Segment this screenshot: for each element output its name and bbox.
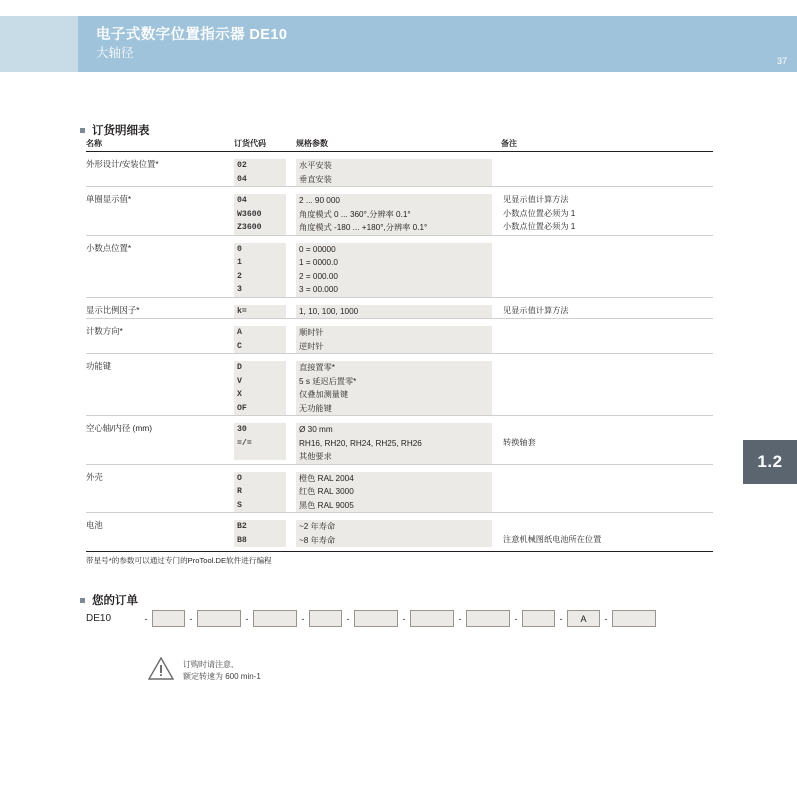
cell-spec (296, 256, 501, 270)
cell-note: 注意机械图纸电池所在位置 (503, 534, 602, 544)
order-code-value: 04 (234, 194, 286, 208)
cell-parameter-name (86, 221, 234, 235)
cell-parameter-name: 外壳 (86, 471, 103, 482)
spec-value: 角度模式 0 ... 360°,分辨率 0.1° (296, 208, 492, 222)
cell-note (501, 256, 713, 270)
table-row (86, 256, 713, 270)
page-title: 电子式数字位置指示器 DE10 (96, 27, 288, 44)
cell-spec (296, 298, 501, 319)
table-row (86, 152, 713, 173)
table-row (86, 208, 713, 222)
order-separator: - (559, 613, 563, 624)
table-row (86, 298, 713, 319)
cell-spec (296, 152, 501, 173)
section-title-your-order-label: 您的订单 (92, 595, 138, 607)
order-code-value: 0 (234, 243, 286, 257)
table-row (86, 340, 713, 354)
cell-spec (296, 319, 501, 340)
order-code-value: S (234, 499, 286, 513)
cell-note (501, 450, 713, 464)
spec-value: 水平安装 (296, 159, 492, 173)
column-header-spec: 规格参数 (296, 138, 501, 152)
cell-spec (296, 437, 501, 451)
cell-order-code (234, 256, 296, 270)
table-row (86, 221, 713, 235)
cell-parameter-name: 电池 (86, 520, 103, 530)
spec-value: RH16, RH20, RH24, RH25, RH26 (296, 437, 492, 451)
cell-parameter-name (86, 283, 234, 297)
order-code-box[interactable] (197, 610, 241, 627)
order-code-box[interactable] (152, 610, 185, 627)
cell-spec (296, 375, 501, 389)
cell-parameter-name: 单圈显示值* (86, 194, 132, 204)
cell-order-code (234, 340, 296, 354)
table-row (86, 354, 713, 375)
warning-line-2: 额定转速为 600 min-1 (183, 672, 261, 681)
cell-note (501, 270, 713, 284)
order-code-value: B2 (234, 520, 286, 534)
cell-parameter-name (86, 173, 234, 187)
cell-parameter-name (86, 340, 234, 354)
cell-order-code (234, 402, 296, 416)
order-code-value: W3600 (234, 208, 286, 222)
spec-value: 2 ... 90 000 (296, 194, 492, 208)
table-header-row (86, 138, 713, 152)
cell-parameter-name (86, 485, 234, 499)
spec-value: 顺时针 (296, 326, 492, 340)
cell-note (501, 354, 713, 375)
cell-parameter-name: 小数点位置* (86, 242, 132, 253)
cell-spec (296, 450, 501, 464)
cell-spec (296, 402, 501, 416)
warning-note (148, 657, 261, 683)
cell-parameter-name (86, 270, 234, 284)
order-code-builder (86, 610, 656, 627)
table-row (86, 375, 713, 389)
cell-spec (296, 354, 501, 375)
cell-note: 见显示值计算方法 (503, 305, 569, 315)
cell-parameter-name (86, 450, 234, 464)
spec-value: 直接置零* (296, 361, 492, 375)
cell-spec (296, 499, 501, 513)
cell-note (501, 465, 713, 486)
order-code-box[interactable] (354, 610, 398, 627)
cell-order-code (234, 208, 296, 222)
order-separator: - (402, 613, 406, 624)
cell-parameter-name (86, 208, 234, 222)
order-code-value: C (234, 340, 286, 354)
table-row (86, 283, 713, 297)
table-row (86, 236, 713, 257)
cell-note: 转换轴套 (503, 437, 536, 447)
order-separator: - (301, 613, 305, 624)
table-row (86, 388, 713, 402)
cell-order-code (234, 319, 296, 340)
spec-value: 垂直安装 (296, 173, 492, 187)
table-row (86, 485, 713, 499)
cell-order-code (234, 152, 296, 173)
table-row (86, 416, 713, 437)
cell-order-code (234, 236, 296, 257)
table-row (86, 319, 713, 340)
order-code-value: 30 (234, 423, 286, 437)
cell-order-code (234, 354, 296, 375)
cell-spec (296, 513, 501, 534)
spec-value: 其他要求 (296, 450, 492, 464)
cell-parameter-name (86, 375, 234, 389)
warning-text (183, 657, 261, 683)
cell-order-code (234, 270, 296, 284)
cell-spec (296, 236, 501, 257)
cell-order-code (234, 173, 296, 187)
cell-order-code (234, 485, 296, 499)
page-subtitle: 大轴径 (96, 46, 134, 61)
cell-spec (296, 534, 501, 548)
table-row (86, 513, 713, 534)
spec-value: 2 = 000.00 (296, 270, 492, 284)
cell-spec (296, 340, 501, 354)
cell-parameter-name: 外形设计/安装位置* (86, 159, 159, 169)
cell-spec (296, 465, 501, 486)
cell-note (501, 388, 713, 402)
order-code-value: O (234, 472, 286, 486)
spec-value: 逆时针 (296, 340, 492, 354)
bullet-icon (80, 598, 85, 603)
cell-order-code (234, 416, 296, 437)
cell-spec (296, 388, 501, 402)
order-code-value: Z3600 (234, 221, 286, 235)
cell-note (501, 375, 713, 389)
order-code-box[interactable] (522, 610, 555, 627)
table-row (86, 450, 713, 464)
order-code-value: 02 (234, 159, 286, 173)
cell-note (501, 402, 713, 416)
table-row (86, 402, 713, 416)
order-code-value: V (234, 375, 286, 389)
cell-order-code (234, 437, 296, 451)
cell-parameter-name: 空心轴/内径 (mm) (86, 423, 153, 433)
order-code-value: R (234, 485, 286, 499)
spec-value: 仅叠加测量键 (296, 388, 492, 402)
header-left-band (0, 16, 78, 72)
order-separator: - (245, 613, 249, 624)
order-code-value: 1 (234, 256, 286, 270)
cell-note (501, 236, 713, 257)
cell-spec (296, 208, 501, 222)
order-details-table (86, 138, 713, 547)
cell-note (501, 485, 713, 499)
order-code-box[interactable] (253, 610, 297, 627)
footnote-rule (86, 551, 713, 552)
order-code-prefix: DE10 (86, 613, 112, 624)
spec-value: 1, 10, 100, 1000 (296, 305, 492, 319)
cell-spec (296, 416, 501, 437)
spec-value: 5 s 延迟后置零* (296, 375, 492, 389)
bullet-icon (80, 128, 85, 133)
order-code-value: k= (234, 305, 286, 319)
cell-order-code (234, 283, 296, 297)
order-separator: - (604, 613, 608, 624)
cell-order-code (234, 388, 296, 402)
table-row (86, 499, 713, 513)
warning-line-1: 订购时请注意, (183, 660, 234, 669)
cell-note (501, 173, 713, 187)
cell-order-code (234, 534, 296, 548)
spec-value: 橙色 RAL 2004 (296, 472, 492, 486)
cell-note (501, 319, 713, 340)
cell-spec (296, 485, 501, 499)
order-separator: - (458, 613, 462, 624)
page-number: 37 (776, 56, 787, 66)
cell-spec (296, 173, 501, 187)
page-header (0, 16, 797, 72)
table-footnote: 带星号*的参数可以通过专门的ProTool.DE软件进行编程 (86, 556, 272, 565)
cell-note (501, 499, 713, 513)
section-title-your-order (80, 592, 138, 608)
warning-triangle-icon (148, 657, 174, 680)
spec-value: ~8 年寿命 (296, 534, 492, 548)
spec-value: 红色 RAL 3000 (296, 485, 492, 499)
cell-parameter-name (86, 388, 234, 402)
spec-value: 无功能键 (296, 402, 492, 416)
cell-order-code (234, 221, 296, 235)
cell-spec (296, 187, 501, 208)
cell-order-code (234, 499, 296, 513)
cell-parameter-name (86, 402, 234, 416)
table-row (86, 465, 713, 486)
column-header-name: 名称 (86, 138, 234, 152)
order-code-value: =/= (234, 437, 286, 451)
order-code-value: OF (234, 402, 286, 416)
order-separator: - (144, 613, 148, 624)
order-code-box[interactable] (612, 610, 656, 627)
order-code-box[interactable] (466, 610, 510, 627)
cell-parameter-name (86, 437, 234, 451)
spec-value: 1 = 0000.0 (296, 256, 492, 270)
cell-note (501, 152, 713, 173)
cell-note (501, 416, 713, 437)
order-code-box[interactable] (309, 610, 342, 627)
spec-value: ~2 年寿命 (296, 520, 492, 534)
order-code-box[interactable]: A (567, 610, 600, 627)
section-title-order-details-label: 订货明细表 (92, 125, 150, 137)
cell-parameter-name: 计数方向* (86, 326, 123, 336)
table-row (86, 270, 713, 284)
cell-spec (296, 270, 501, 284)
header-title-block (78, 16, 735, 72)
cell-parameter-name: 功能键 (86, 361, 112, 371)
order-separator: - (346, 613, 350, 624)
column-header-code: 订货代码 (234, 138, 296, 152)
order-code-value: D (234, 361, 286, 375)
cell-order-code (234, 513, 296, 534)
table-row (86, 534, 713, 548)
cell-parameter-name (86, 534, 234, 548)
order-code-value: B8 (234, 534, 286, 548)
table-row (86, 187, 713, 208)
order-code-value (234, 450, 286, 460)
cell-note (501, 340, 713, 354)
chapter-tab-label: 1.2 (757, 452, 783, 471)
order-code-value: 04 (234, 173, 286, 187)
order-code-value: X (234, 388, 286, 402)
cell-order-code (234, 298, 296, 319)
spec-value: Ø 30 mm (296, 423, 492, 437)
cell-spec (296, 221, 501, 235)
cell-spec (296, 283, 501, 297)
header-right-band (735, 16, 797, 72)
spec-value: 3 = 00.000 (296, 283, 492, 297)
cell-note: 小数点位置必须为 1 (503, 222, 576, 231)
order-code-value: A (234, 326, 286, 340)
cell-order-code (234, 187, 296, 208)
chapter-tab (743, 440, 797, 484)
cell-parameter-name: 显示比例因子* (86, 304, 140, 315)
spec-value: 0 = 00000 (296, 243, 492, 257)
spec-value: 黑色 RAL 9005 (296, 499, 492, 513)
order-separator: - (189, 613, 193, 624)
cell-note: 小数点位置必须为 1 (503, 208, 576, 218)
cell-note: 见显示值计算方法 (503, 195, 569, 204)
table-row (86, 173, 713, 187)
cell-note (501, 283, 713, 297)
cell-note (501, 513, 713, 534)
cell-order-code (234, 450, 296, 464)
cell-parameter-name (86, 499, 234, 513)
cell-order-code (234, 375, 296, 389)
order-code-box[interactable] (410, 610, 454, 627)
section-title-order-details (80, 122, 150, 138)
column-header-note: 备注 (501, 138, 713, 152)
spec-value: 角度模式 -180 ... +180°,分辨率 0.1° (296, 221, 492, 235)
table-row (86, 437, 713, 451)
cell-parameter-name (86, 256, 234, 270)
order-code-value: 2 (234, 270, 286, 284)
order-code-value: 3 (234, 283, 286, 297)
order-separator: - (514, 613, 518, 624)
cell-order-code (234, 465, 296, 486)
